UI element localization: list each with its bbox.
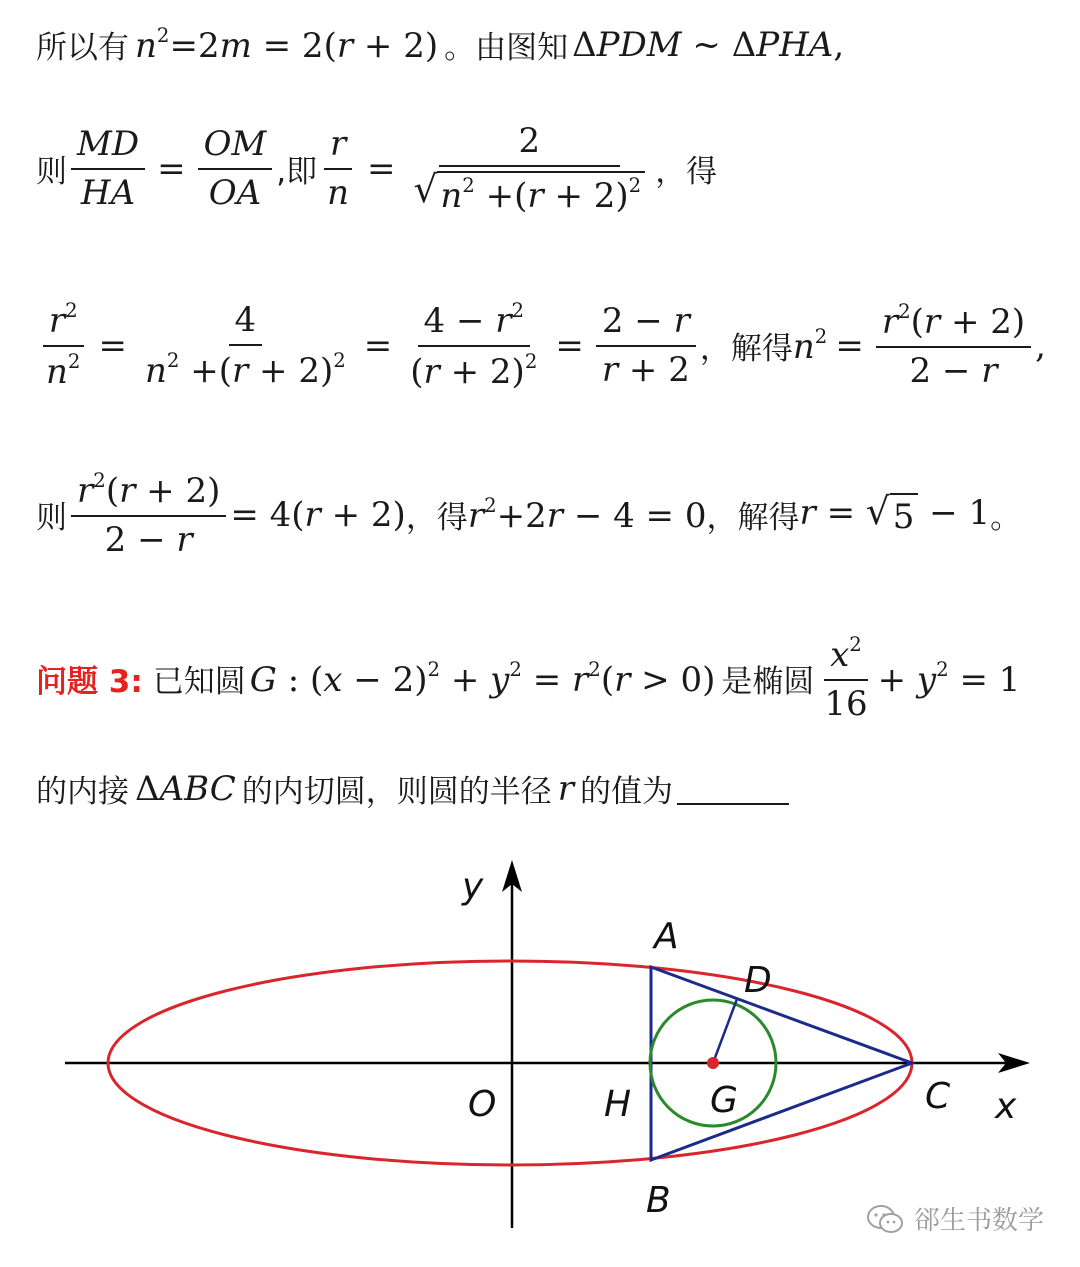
text-get: ，得 [655, 154, 718, 191]
label-y: y [462, 866, 484, 907]
formula-circle-g: G : $(x - 2)^2 + y^2 = r^2(r > 0)$ [249, 658, 716, 700]
wechat-icon [866, 1204, 904, 1234]
center-g [707, 1057, 719, 1069]
formula-ellipse-rest: + $y^2 = 1$ [877, 658, 1021, 700]
fraction-4-over: $\frac{4}{n^2 +(r + 2)^2}$ [144, 299, 346, 391]
fraction-x2-16: $\frac{x^2}{16}$ [824, 633, 868, 724]
text-known-circle: 已知圆 [152, 664, 246, 701]
formula-similar-triangles: ΔPDM ~ ΔPHA, [572, 24, 845, 65]
label-x: x [995, 1086, 1017, 1127]
label-a: A [654, 916, 679, 957]
formula-eq-4: = 4(r + 2) [230, 494, 406, 535]
formula-triangle-abc: ΔABC [135, 768, 236, 809]
fraction-r-n: $\frac{r}{n}$ [321, 125, 355, 213]
problem-line-2 [36, 766, 789, 811]
fraction-n2-result: $\frac{r^2(r + 2)}{2 - r}$ [876, 301, 1031, 391]
label-o: O [468, 1084, 497, 1125]
formula-quadratic: $r^2+2r - 4 = 0$ [467, 494, 707, 536]
formula-r: r [557, 768, 575, 809]
formula-r-result: r = √ 5 − 1 [799, 488, 991, 537]
radius-gd [713, 999, 737, 1063]
text-inscribed: 的内接 [36, 774, 129, 810]
formula-n2: $n^2$ [792, 324, 828, 367]
text-get-2: ，得 [405, 500, 468, 537]
text-then-2: 则 [36, 500, 67, 537]
derivation-line-3: $\frac{r^2}{n^2}$ = $\frac{4}{n^2 +(r + 2)^2}$ = $\frac{4 - r^2}{(r + 2)^2}$ = $\frac{2 - r}{r + 2}$ ，解得 $n^2$ = $\frac{r^2(r + 2)}{2 - r}$ , [36, 300, 1046, 392]
label-d: D [744, 960, 772, 1001]
text-namely: ,即 [276, 154, 318, 191]
label-h: H [604, 1084, 632, 1125]
text-from-figure: 。由图知 [444, 30, 569, 66]
text-so-have: 所以有 [36, 30, 129, 66]
ellipse-triangle-figure [0, 840, 1080, 1240]
fraction-om-oa: $\frac{OM}{OA}$ [198, 125, 273, 213]
derivation-line-1 [36, 22, 844, 67]
formula-n2-eq: $n^2=2m = 2(r + 2)$ [135, 23, 439, 66]
fraction-r2-n2: $\frac{r^2}{n^2}$ [40, 300, 86, 392]
fraction-2-over-sqrt: 2 √ $n^2 +(r + 2)^2$ [408, 122, 652, 216]
answer-blank[interactable] [677, 773, 789, 805]
problem-line-1 [36, 634, 1020, 724]
fraction-2-minus-r: $\frac{2 - r}{r + 2}$ [596, 302, 696, 390]
fraction-md-ha: $\frac{MD}{HA}$ [71, 125, 145, 213]
derivation-line-2: 则 $\frac{MD}{HA}$ = $\frac{OM}{OA}$ ,即 $\frac{r}{n}$ = 2 √ $n^2 +(r + 2)^2$ ，得 [36, 121, 718, 216]
label-g: G [710, 1080, 738, 1121]
fraction-r2-expression: $\frac{r^2(r + 2)}{2 - r}$ [71, 470, 226, 560]
text-solve: ，解得 [699, 331, 793, 368]
label-b: B [646, 1180, 671, 1221]
text-is-ellipse: 是椭圆 [721, 664, 815, 701]
text-solve-2: ，解得 [706, 500, 800, 537]
text-incircle: 的内切圆，则圆的半径 [241, 774, 552, 810]
fraction-4-minus-r2: $\frac{4 - r^2}{(r + 2)^2}$ [410, 299, 538, 392]
text-value-is: 的值为 [580, 774, 674, 810]
text-period: 。 [990, 500, 1022, 537]
text-then: 则 [36, 154, 67, 191]
derivation-line-4 [36, 470, 1021, 560]
watermark [866, 1200, 1044, 1237]
label-c: C [925, 1076, 951, 1117]
problem-label: 问题 3: [36, 664, 143, 701]
watermark-text: 郤生书数学 [913, 1206, 1044, 1236]
